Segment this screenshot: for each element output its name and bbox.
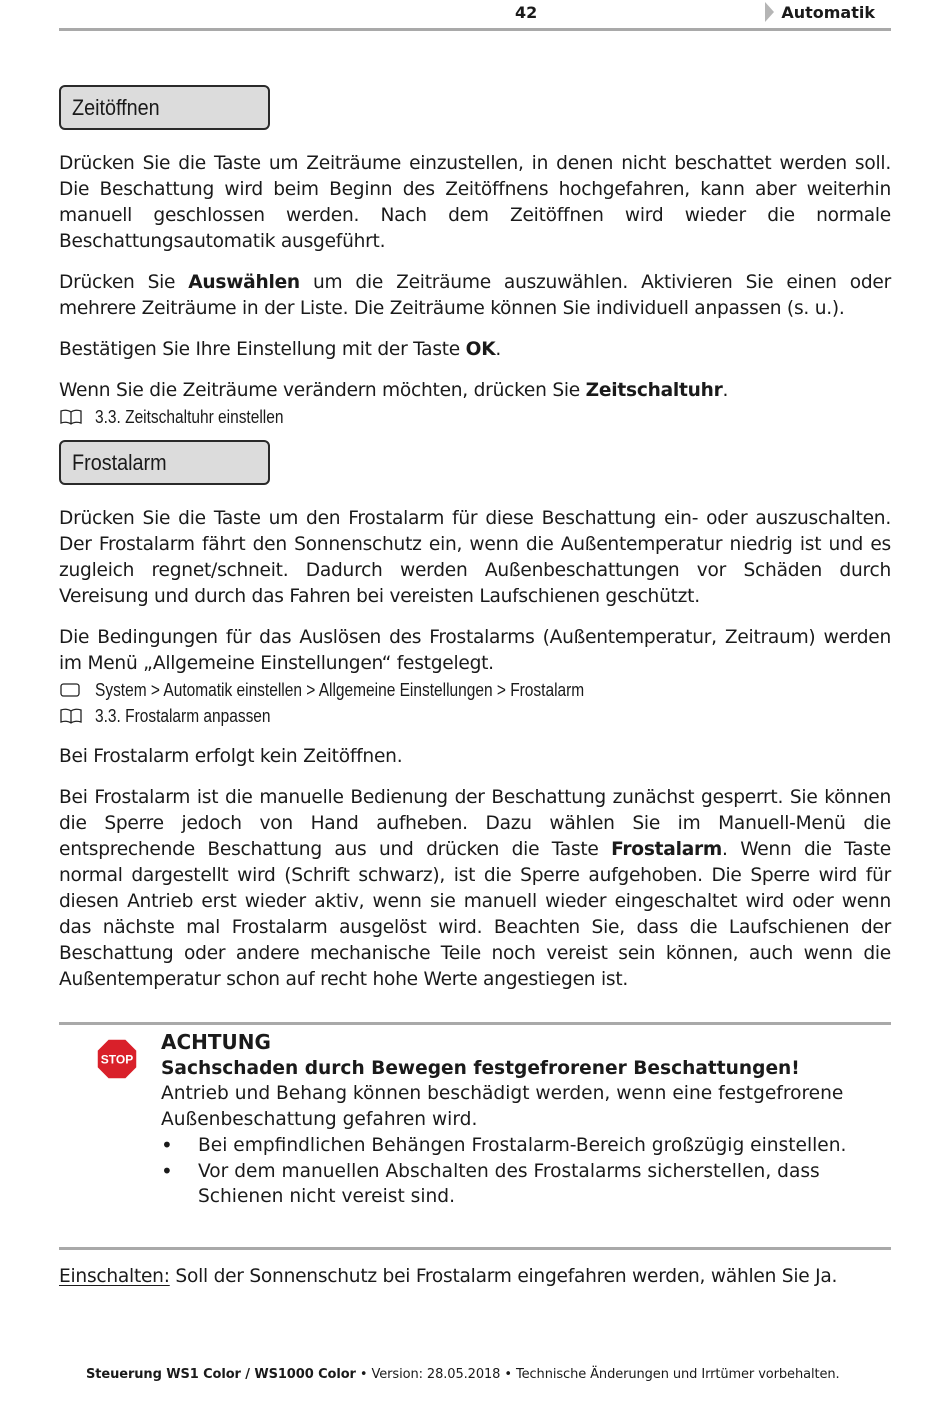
main-content <box>59 85 891 993</box>
heading-frostalarm-label: Frostalarm <box>72 449 167 475</box>
warning-text: Antrieb und Behang können beschädigt werden, wenn eine festgefrorene Außenbeschattung gefahren wird. <box>161 1083 844 1131</box>
page-header <box>59 0 891 31</box>
zeitoeffnen-paragraph-2: Drücken Sie Auswählen um die Zeiträume auszuwählen. Aktivieren Sie einen oder mehrere Zeiträume in der Liste. Die Zeiträume können Sie individuell anpassen (s. u.). <box>59 272 891 319</box>
warning-body <box>161 1030 881 1210</box>
frostalarm-paragraph-1: Drücken Sie die Taste um den Frostalarm für diese Beschattung ein- oder auszuschalten. Der Frostalarm fährt den Sonnenschutz ein, wenn die Außentemperatur niedrig ist und es zugleich regnet/schneit. Dadurch werden Außenbeschattungen vor Schäden durch Vereisung und durch das Fahren bei vereisten Laufschienen geschützt. <box>59 508 891 607</box>
heading-zeitoeffnen <box>59 85 270 130</box>
page-number: 42 <box>515 3 538 22</box>
reference-frostalarm[interactable] <box>59 703 891 729</box>
footer-disclaimer: Technische Änderungen und Irrtümer vorbehalten. <box>515 1367 840 1382</box>
einschalten-label: Einschalten: <box>59 1266 170 1287</box>
einschalten-paragraph <box>59 1264 891 1290</box>
warning-box <box>59 1022 891 1250</box>
menu-path-icon <box>59 681 85 699</box>
reference-frostalarm-label: 3.3. Frostalarm anpassen <box>95 705 271 726</box>
reference-zeitschaltuhr-label: 3.3. Zeitschaltuhr einstellen <box>95 406 284 427</box>
frostalarm-paragraph-3: Bei Frostalarm erfolgt kein Zeitöffnen. <box>59 746 403 767</box>
warning-list-item: • Vor dem manuellen Abschalten des Frostalarms sicherstellen, dass Schienen nicht vereist sind. <box>161 1159 881 1210</box>
frostalarm-paragraph-4: Bei Frostalarm ist die manuelle Bedienung der Beschattung zunächst gesperrt. Sie können die Sperre jedoch von Hand aufheben. Dazu wählen Sie im Manuell-Menü die entsprechende Beschattung aus und drücken die Taste Frostalarm. Wenn die Taste normal dargestellt wird (Schrift schwarz), ist die Sperre aufgehoben. Die Sperre wird für diesen Antrieb erst wieder aktiv, wenn sie manuell wieder eingeschaltet wird oder wenn das nächste mal Frostalarm ausgelöst wird. Beachten Sie, dass die Laufschienen der Beschattung oder andere mechanische Teile noch vereist sein können, auch wenn die Außentemperatur schon auf recht hohe Werte angestiegen ist. <box>59 787 891 990</box>
section-marker-icon <box>765 2 774 22</box>
auswaehlen-key: Auswählen <box>188 272 300 293</box>
warning-list-item: • Bei empfindlichen Behängen Frostalarm-Bereich großzügig einstellen. <box>161 1133 881 1159</box>
zeitschaltuhr-key: Zeitschaltuhr <box>585 380 723 401</box>
section-name: Automatik <box>781 3 875 22</box>
zeitoeffnen-paragraph-3: Bestätigen Sie Ihre Einstellung mit der Taste OK. <box>59 339 502 360</box>
frostalarm-key: Frostalarm <box>611 839 723 860</box>
book-icon <box>59 408 85 426</box>
stop-sign-label: STOP <box>100 1052 134 1067</box>
zeitoeffnen-paragraph-1: Drücken Sie die Taste um Zeiträume einzustellen, in denen nicht beschattet werden soll. Die Beschattung wird beim Beginn des Zeitöffnens hochgefahren, kann aber weiterhin manuell geschlossen werden. Nach dem Zeitöffnen wird wieder die normale Beschattungsautomatik ausgeführt. <box>59 153 891 252</box>
ok-key: OK <box>465 339 496 360</box>
einschalten-text: Soll der Sonnenschutz bei Frostalarm eingefahren werden, wählen Sie Ja. <box>169 1266 838 1287</box>
menu-path-label: System > Automatik einstellen > Allgemeine Einstellungen > Frostalarm <box>95 679 585 700</box>
warning-title: ACHTUNG <box>161 1030 271 1054</box>
page-footer: Steuerung WS1 Color / WS1000 Color • Version: 28.05.2018 • Technische Änderungen und Irrtümer vorbehalten. <box>86 1367 840 1382</box>
stop-sign-icon <box>96 1038 138 1080</box>
book-icon <box>59 707 85 725</box>
heading-frostalarm <box>59 440 270 485</box>
warning-list <box>161 1133 881 1210</box>
reference-zeitschaltuhr[interactable] <box>59 404 891 430</box>
footer-version: Version: 28.05.2018 <box>371 1367 501 1382</box>
menu-path-frostalarm[interactable] <box>59 677 891 703</box>
frostalarm-paragraph-2: Die Bedingungen für das Auslösen des Frostalarms (Außentemperatur, Zeitraum) werden im Menü „Allgemeine Einstellungen“ festgelegt. <box>59 627 891 674</box>
zeitoeffnen-paragraph-4: Wenn Sie die Zeiträume verändern möchten, drücken Sie Zeitschaltuhr. <box>59 380 729 401</box>
footer-product: Steuerung WS1 Color / WS1000 Color <box>86 1367 356 1382</box>
warning-subtitle: Sachschaden durch Bewegen festgefrorener Beschattungen! <box>161 1057 800 1079</box>
heading-zeitoeffnen-label: Zeitöffnen <box>72 94 160 120</box>
